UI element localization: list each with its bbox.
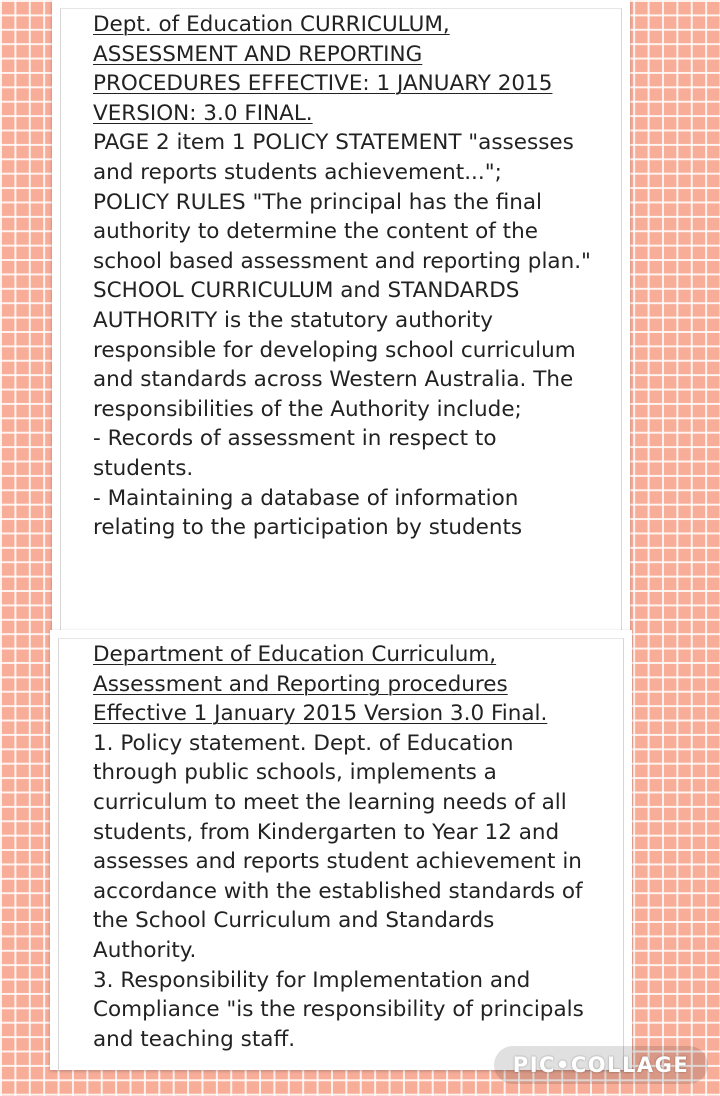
top-paragraph-policy-statement: PAGE 2 item 1 POLICY STATEMENT "assesses and reports students achievement..."; bbox=[93, 130, 574, 185]
bottom-paragraph-policy-statement: 1. Policy statement. Dept. of Education through public schools, implements a curriculum to meet the learning needs of all students, from Kindergarten to Year 12 and assesses and reports student achievement in accordance with the established standards of the School Curriculum and Standards Authority. bbox=[93, 730, 583, 963]
bottom-title-line-1: Department of Education Curriculum, bbox=[93, 642, 497, 667]
top-paragraph-policy-rules: POLICY RULES "The principal has the final authority to determine the content of the school based assessment and reporting plan." bbox=[93, 189, 591, 274]
top-title-line-3: PROCEDURES EFFECTIVE: 1 JANUARY 2015 bbox=[93, 71, 553, 97]
bottom-title-line-3: Effective 1 January 2015 Version 3.0 Final. bbox=[93, 701, 548, 727]
top-paragraph-authority: SCHOOL CURRICULUM and STANDARDS AUTHORITY is the statutory authority responsible for developing school curriculum and standards across Western Australia. The responsibilities of the Authority include; bbox=[93, 278, 576, 422]
top-title-line-4: VERSION: 3.0 FINAL. bbox=[93, 100, 313, 126]
piccollage-watermark: PIC•COLLAGE bbox=[494, 1046, 708, 1084]
top-title-line-1: Dept. of Education CURRICULUM, bbox=[93, 12, 450, 37]
top-card-title bbox=[93, 10, 598, 128]
bottom-paragraph-responsibility: 3. Responsibility for Implementation and Compliance "is the responsibility of principals and teaching staff. bbox=[93, 967, 584, 1052]
top-paragraph-database: - Maintaining a database of information relating to the participation by students bbox=[93, 485, 523, 541]
top-title-line-2: ASSESSMENT AND REPORTING bbox=[93, 41, 423, 67]
bottom-card-text bbox=[93, 640, 598, 1054]
top-card-text bbox=[93, 10, 598, 543]
bottom-card-title bbox=[93, 640, 598, 729]
bottom-title-line-2: Assessment and Reporting procedures bbox=[93, 671, 508, 697]
top-paragraph-records: - Records of assessment in respect to students. bbox=[93, 426, 497, 481]
